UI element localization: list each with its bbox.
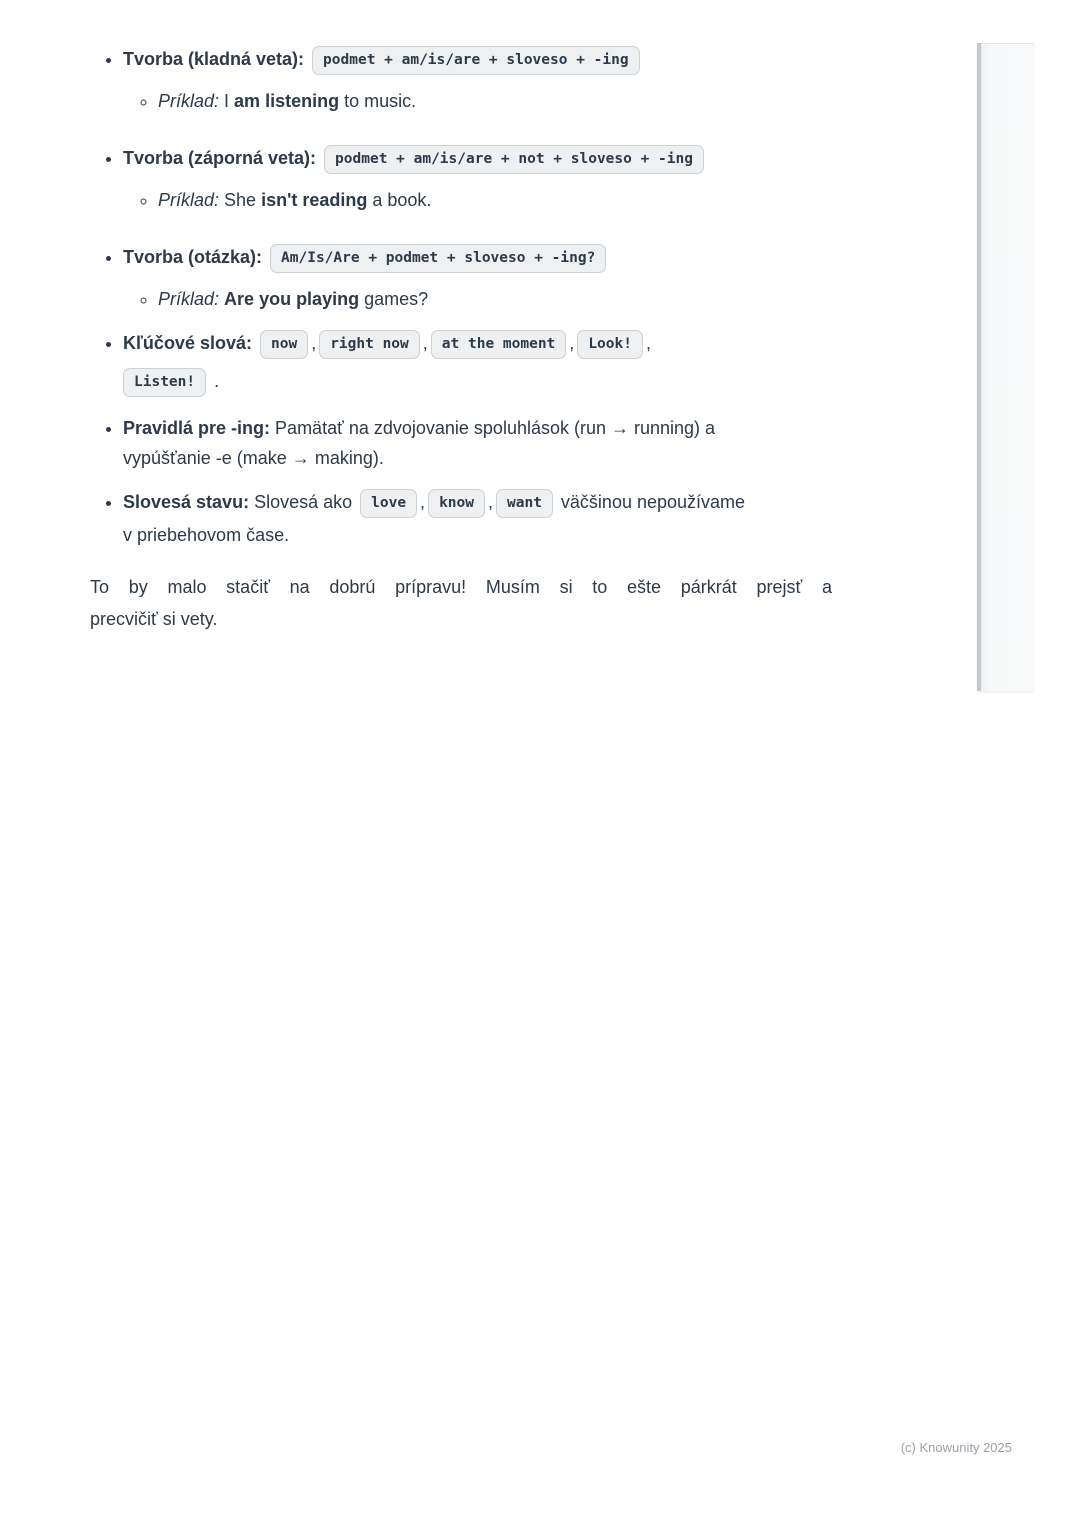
key-words-line2	[123, 366, 832, 399]
verb-chip: love	[360, 489, 417, 518]
separator: ,	[569, 333, 575, 353]
keyword-chip: Listen!	[123, 368, 206, 397]
list-item-state-verbs	[123, 487, 832, 550]
example-text: games?	[359, 289, 429, 309]
example-sublist	[123, 86, 832, 116]
item-label: Tvorba (kladná veta):	[123, 49, 305, 69]
example-label: Príklad:	[158, 91, 220, 111]
separator: ,	[311, 333, 317, 353]
list-item-key-words	[123, 328, 832, 399]
example-bold: Are you playing	[224, 289, 360, 309]
terminator: .	[214, 371, 220, 391]
example-text: I	[219, 91, 235, 111]
rule-text: Pamätať na zdvojovanie spoluhlások (run → running) a	[270, 418, 716, 438]
example-label: Príklad:	[158, 289, 220, 309]
key-words-line1	[123, 328, 832, 361]
state-verbs-line1	[123, 487, 832, 520]
example-sublist	[123, 185, 832, 215]
closing-line1: To by malo stačiť na dobrú prípravu! Musím si to ešte párkrát prejsť a	[90, 577, 832, 597]
state-verbs-text: väčšinou nepoužívame	[555, 492, 746, 512]
rule-text: vypúšťanie -e (make → making).	[123, 448, 384, 468]
separator: ,	[422, 333, 428, 353]
formula-chip: podmet + am/is/are + sloveso + -ing	[312, 46, 640, 75]
example-text: to music.	[339, 91, 417, 111]
item-label: Tvorba (záporná veta):	[123, 148, 317, 168]
state-verbs-text: Slovesá ako	[249, 492, 353, 512]
separator: ,	[645, 333, 651, 353]
example-label: Príklad:	[158, 190, 220, 210]
example-item	[158, 185, 832, 215]
verb-chip: want	[496, 489, 553, 518]
list-item-ing-rules	[123, 413, 832, 473]
item-label: Slovesá stavu:	[123, 492, 250, 512]
formula-chip: Am/Is/Are + podmet + sloveso + -ing?	[270, 244, 606, 273]
verb-chip: know	[428, 489, 485, 518]
keyword-chip: right now	[319, 330, 420, 359]
ing-rules-line1	[123, 413, 832, 443]
grammar-list	[90, 44, 832, 550]
closing-paragraph	[90, 571, 832, 635]
example-sublist	[123, 284, 832, 314]
item-label: Tvorba (otázka):	[123, 247, 263, 267]
keyword-chip: Look!	[577, 330, 643, 359]
notes-content	[90, 44, 832, 635]
list-item-question-form	[123, 242, 832, 314]
example-item	[158, 284, 832, 314]
list-item-negative-form	[123, 143, 832, 215]
scrollbar-track[interactable]	[977, 43, 1034, 691]
copyright-credit: (c) Knowunity 2025	[900, 1440, 1012, 1455]
keyword-chip: at the moment	[431, 330, 567, 359]
item-label: Pravidlá pre -ing:	[123, 418, 271, 438]
separator: ,	[487, 492, 493, 512]
state-verbs-text: v priebehovom čase.	[123, 525, 290, 545]
ing-rules-line2	[123, 443, 832, 473]
item-label: Kľúčové slová:	[123, 333, 252, 353]
example-text: She	[219, 190, 262, 210]
separator: ,	[420, 492, 426, 512]
example-bold: am listening	[234, 91, 340, 111]
example-item	[158, 86, 832, 116]
keyword-chip: now	[260, 330, 308, 359]
formula-chip: podmet + am/is/are + not + sloveso + -ing	[324, 145, 704, 174]
closing-line2: precvičiť si vety.	[90, 609, 218, 629]
state-verbs-line2	[123, 520, 832, 550]
list-item-positive-form	[123, 44, 832, 116]
example-bold: isn't reading	[261, 190, 368, 210]
example-text: a book.	[367, 190, 432, 210]
